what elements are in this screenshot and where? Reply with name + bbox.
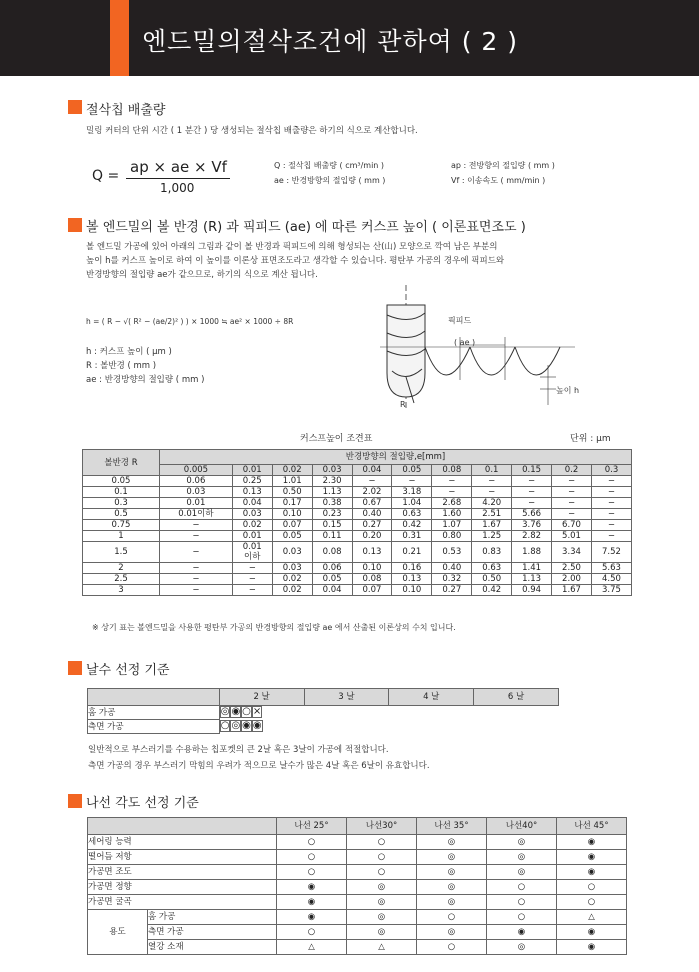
value-cell: −: [591, 487, 631, 498]
table-row: [88, 895, 627, 910]
section-bullet: [68, 218, 82, 232]
mark-cell: ○: [487, 880, 557, 895]
fig-ae-label: ( ae ): [454, 338, 476, 347]
row-label-cell: 1: [83, 531, 160, 542]
fig-pickfeed-label: 픽피드: [448, 316, 472, 325]
table-row: [88, 910, 627, 925]
value-cell: 0.10: [392, 585, 432, 596]
column-header: 4 날: [389, 689, 474, 706]
mark-cell: ◎: [347, 895, 417, 910]
value-cell: 0.03: [272, 542, 312, 563]
mark-cell: ◎: [347, 910, 417, 925]
value-cell: −: [160, 585, 233, 596]
value-cell: 0.83: [472, 542, 512, 563]
value-cell: 3.34: [552, 542, 592, 563]
value-cell: 1.07: [432, 520, 472, 531]
value-cell: 0.06: [160, 476, 233, 487]
legend-ae: ae : 반경방향의 절입량 ( mm ): [274, 176, 386, 185]
value-cell: 0.32: [432, 574, 472, 585]
column-header: 0.3: [591, 465, 631, 476]
row-label-cell: 가공면 조도: [88, 865, 277, 880]
table-row: [88, 925, 627, 940]
value-cell: 1.41: [512, 563, 552, 574]
value-cell: −: [552, 487, 592, 498]
value-cell: −: [591, 531, 631, 542]
column-header: 0.005: [160, 465, 233, 476]
table-row: [88, 865, 627, 880]
mark-cell: △: [557, 910, 627, 925]
mark-cell: ○: [557, 895, 627, 910]
value-cell: −: [432, 487, 472, 498]
mark-cell: ○: [347, 865, 417, 880]
value-cell: −: [160, 563, 233, 574]
section-bullet: [68, 794, 82, 808]
mark-cell: ○: [220, 719, 230, 731]
value-cell: −: [232, 563, 272, 574]
table-row: [83, 509, 632, 520]
value-cell: 2.00: [552, 574, 592, 585]
value-cell: −: [591, 520, 631, 531]
value-cell: 0.03: [232, 509, 272, 520]
mark-cell: △: [347, 940, 417, 955]
header-accent-bar: [110, 0, 129, 76]
mark-cell: ◎: [417, 835, 487, 850]
value-cell: 0.03: [272, 563, 312, 574]
value-cell: 1.13: [312, 487, 352, 498]
value-cell: 2.50: [552, 563, 592, 574]
row-label-cell: 가공면 정향: [88, 880, 277, 895]
value-cell: −: [352, 476, 392, 487]
row-label-cell: 홈 가공: [88, 706, 220, 720]
table-row: [83, 542, 632, 563]
legend-vf: Vf : 이송속도 ( mm/min ): [451, 176, 546, 185]
mark-cell: ◉: [277, 880, 347, 895]
mark-cell: ◎: [417, 850, 487, 865]
cusp-height-table: [82, 449, 632, 596]
column-header: 나선 45°: [557, 818, 627, 835]
blank-corner-cell: [88, 689, 220, 706]
value-cell: 6.70: [552, 520, 592, 531]
value-cell: 0.23: [312, 509, 352, 520]
value-cell: 0.13: [232, 487, 272, 498]
value-cell: 0.01 이하: [232, 542, 272, 563]
table-row: [88, 706, 559, 720]
cusp-table-unit: 단위 : μm: [570, 434, 611, 444]
mark-cell: ◉: [557, 925, 627, 940]
value-cell: 0.25: [232, 476, 272, 487]
value-cell: −: [552, 476, 592, 487]
section-title-flute-count: 날수 선정 기준: [86, 663, 170, 678]
value-cell: 0.16: [392, 563, 432, 574]
column-header: 0.08: [432, 465, 472, 476]
column-header: 0.03: [312, 465, 352, 476]
value-cell: 5.01: [552, 531, 592, 542]
value-cell: 0.40: [352, 509, 392, 520]
mark-cell: ◎: [231, 719, 241, 731]
mark-cell: ○: [277, 925, 347, 940]
cusp-legend-ae: ae : 반경방향의 절입량 ( mm ): [86, 375, 205, 385]
value-cell: −: [160, 531, 233, 542]
value-cell: 7.52: [591, 542, 631, 563]
value-cell: 0.02: [272, 585, 312, 596]
row-header-cell: 볼반경 R: [83, 450, 160, 476]
column-header: 0.1: [472, 465, 512, 476]
value-cell: −: [512, 476, 552, 487]
column-header: 나선30°: [347, 818, 417, 835]
row-label-cell: 2: [83, 563, 160, 574]
row-label-cell: 가공면 굴곡: [88, 895, 277, 910]
formula-fraction-line: [126, 178, 230, 179]
formula-q-symbol: Q =: [92, 168, 120, 184]
row-label-cell: 0.5: [83, 509, 160, 520]
value-cell: 0.08: [352, 574, 392, 585]
mark-cell: ◎: [487, 850, 557, 865]
mark-cell: ◎: [487, 940, 557, 955]
cusp-table-note: ※ 상기 표는 볼엔드밀을 사용한 평탄부 가공의 반경방향의 절입량 ae 에서 산출된 이론상의 수치 입니다.: [92, 623, 456, 632]
mark-cell: ○: [487, 910, 557, 925]
value-cell: −: [512, 498, 552, 509]
value-cell: 0.01이하: [160, 509, 233, 520]
value-cell: −: [552, 498, 592, 509]
mark-cell: ○: [277, 865, 347, 880]
fig-radius-label: R: [400, 400, 406, 409]
cusp-legend-h: h : 커스프 높이 ( μm ): [86, 347, 172, 357]
value-cell: −: [472, 476, 512, 487]
value-cell: 0.27: [352, 520, 392, 531]
table-row: [83, 531, 632, 542]
value-cell: 0.94: [512, 585, 552, 596]
mark-cell: ◎: [417, 880, 487, 895]
value-cell: −: [591, 498, 631, 509]
mark-cell: ◎: [417, 925, 487, 940]
mark-cell: ◉: [487, 925, 557, 940]
cusp-legend-r: R : 볼반경 ( mm ): [86, 361, 157, 371]
value-cell: 1.88: [512, 542, 552, 563]
value-cell: 0.02: [272, 574, 312, 585]
row-label-cell: 열강 소재: [148, 940, 277, 955]
mark-cell: ×: [252, 706, 262, 717]
mark-cell: ◎: [347, 880, 417, 895]
column-header: 0.15: [512, 465, 552, 476]
value-cell: 0.20: [352, 531, 392, 542]
mark-cell: ◎: [487, 865, 557, 880]
value-cell: 2.51: [472, 509, 512, 520]
value-cell: 1.25: [472, 531, 512, 542]
mark-cell: ○: [417, 910, 487, 925]
helix-angle-table: [87, 817, 627, 955]
column-header: 0.04: [352, 465, 392, 476]
value-cell: −: [591, 509, 631, 520]
legend-ap: ap : 전방향의 절입량 ( mm ): [451, 161, 555, 170]
value-cell: 0.31: [392, 531, 432, 542]
value-cell: 0.01: [232, 531, 272, 542]
value-cell: 3.75: [591, 585, 631, 596]
mark-cell: ◉: [557, 940, 627, 955]
cusp-formula: h = ( R − √( R² − (ae/2)² ) ) × 1000 ≒ ae² × 1000 ÷ 8R: [86, 317, 294, 326]
value-cell: 0.63: [472, 563, 512, 574]
value-cell: 0.38: [312, 498, 352, 509]
section-bullet: [68, 100, 82, 114]
value-cell: 1.67: [472, 520, 512, 531]
value-cell: 2.82: [512, 531, 552, 542]
row-label-cell: 떨어듬 저항: [88, 850, 277, 865]
legend-q: Q : 절삭칩 배출량 ( cm³/min ): [274, 161, 385, 170]
cusp-description-line-3: 반경방향의 절입량 ae가 같으므로, 하기의 식으로 계산 됩니다.: [86, 270, 318, 280]
value-cell: −: [160, 574, 233, 585]
value-cell: −: [552, 509, 592, 520]
cusp-description-line-1: 볼 엔드밀 가공에 있어 아래의 그림과 같이 볼 반경과 픽피드에 의해 형성되는 산(山) 모양으로 깍여 남은 부분의: [86, 242, 498, 252]
mark-cell: ◉: [557, 835, 627, 850]
value-cell: 0.50: [272, 487, 312, 498]
mark-cell: ○: [277, 835, 347, 850]
row-label-cell: 0.1: [83, 487, 160, 498]
fig-height-label: 높이 h: [556, 386, 580, 395]
value-cell: 0.15: [312, 520, 352, 531]
value-cell: −: [432, 476, 472, 487]
blank-corner-cell: [88, 818, 277, 835]
row-label-cell: 세어링 능력: [88, 835, 277, 850]
value-cell: 5.66: [512, 509, 552, 520]
mark-cell: ◎: [347, 925, 417, 940]
value-cell: −: [392, 476, 432, 487]
mark-cell: ○: [487, 895, 557, 910]
value-cell: 0.02: [232, 520, 272, 531]
value-cell: 0.01: [160, 498, 233, 509]
value-cell: 4.50: [591, 574, 631, 585]
value-cell: 0.05: [312, 574, 352, 585]
column-header: 0.2: [552, 465, 592, 476]
value-cell: 0.07: [352, 585, 392, 596]
value-cell: 1.01: [272, 476, 312, 487]
formula-denominator: 1,000: [160, 181, 195, 195]
value-cell: 3.76: [512, 520, 552, 531]
mark-cell: ◉: [242, 719, 251, 731]
table-row: [83, 585, 632, 596]
mark-cell: ◎: [487, 835, 557, 850]
table-row: [88, 720, 559, 734]
value-cell: 3.18: [392, 487, 432, 498]
value-cell: 0.07: [272, 520, 312, 531]
section-title-helix-angle: 나선 각도 선정 기준: [86, 796, 199, 811]
value-cell: −: [472, 487, 512, 498]
value-cell: −: [160, 520, 233, 531]
column-header: 6 날: [474, 689, 559, 706]
value-cell: 0.42: [392, 520, 432, 531]
value-cell: 0.17: [272, 498, 312, 509]
value-cell: 1.13: [512, 574, 552, 585]
formula-numerator: ap × ae × Vf: [130, 158, 227, 176]
column-header: 0.05: [392, 465, 432, 476]
chip-volume-description: 밀링 커터의 단위 시간 ( 1 분간 ) 당 생성되는 절삭칩 배출량은 하기의 식으로 계산합니다.: [86, 126, 418, 136]
table-row: [88, 880, 627, 895]
value-cell: 0.13: [352, 542, 392, 563]
mark-cell: ○: [557, 880, 627, 895]
column-header: 3 날: [304, 689, 389, 706]
value-cell: 0.63: [392, 509, 432, 520]
value-cell: 2.30: [312, 476, 352, 487]
column-header: 나선 25°: [277, 818, 347, 835]
mark-cell: △: [277, 940, 347, 955]
value-cell: 0.50: [472, 574, 512, 585]
page-header: [0, 0, 699, 76]
value-cell: 0.11: [312, 531, 352, 542]
row-label-cell: 0.3: [83, 498, 160, 509]
mark-cell: ◉: [277, 910, 347, 925]
column-header: 나선 35°: [417, 818, 487, 835]
value-cell: 0.04: [232, 498, 272, 509]
section-bullet: [68, 661, 82, 675]
value-cell: 1.04: [392, 498, 432, 509]
cusp-table-title: 커스프높이 조견표: [300, 434, 373, 444]
value-cell: 0.27: [432, 585, 472, 596]
value-cell: 0.40: [432, 563, 472, 574]
row-label-cell: 3: [83, 585, 160, 596]
value-cell: 0.08: [312, 542, 352, 563]
mark-cell: ○: [347, 835, 417, 850]
mark-cell: ◎: [417, 865, 487, 880]
row-label-cell: 0.05: [83, 476, 160, 487]
mark-cell: ◉: [231, 706, 241, 717]
row-label-cell: 0.75: [83, 520, 160, 531]
column-header: 나선40°: [487, 818, 557, 835]
column-header: 0.01: [232, 465, 272, 476]
value-cell: 0.10: [352, 563, 392, 574]
mark-cell: ◎: [220, 706, 230, 717]
table-row: [83, 487, 632, 498]
table-row: [83, 520, 632, 531]
cusp-description-line-2: 높이 h를 커스프 높이로 하여 이 높이를 이론상 표면조도라고 생각할 수 있습니다. 평탄부 가공의 경우에 픽피드와: [86, 256, 505, 266]
value-cell: 5.63: [591, 563, 631, 574]
value-cell: 0.53: [432, 542, 472, 563]
table-row: [83, 476, 632, 487]
table-row: [88, 835, 627, 850]
table-row: [88, 940, 627, 955]
value-cell: 0.03: [160, 487, 233, 498]
mark-cell: ○: [242, 706, 251, 717]
value-cell: −: [232, 585, 272, 596]
mark-cell: ◉: [557, 850, 627, 865]
row-label-cell: 2.5: [83, 574, 160, 585]
table-row: [83, 563, 632, 574]
value-cell: 1.67: [552, 585, 592, 596]
value-cell: 0.10: [272, 509, 312, 520]
value-cell: −: [591, 476, 631, 487]
column-header: 2 날: [219, 689, 304, 706]
mark-cell: ○: [417, 940, 487, 955]
flute-description-line-1: 일반적으로 부스러기를 수용하는 칩포켓의 큰 2날 혹은 3날이 가공에 적절합니다.: [88, 745, 389, 755]
value-cell: 0.06: [312, 563, 352, 574]
mark-cell: ◉: [277, 895, 347, 910]
mark-cell: ◉: [252, 719, 262, 731]
value-cell: 2.68: [432, 498, 472, 509]
table-row: [83, 498, 632, 509]
value-cell: 0.13: [392, 574, 432, 585]
usage-group-label: 용도: [88, 910, 148, 955]
section-title-chip-volume: 절삭칩 배출량: [86, 103, 166, 118]
value-cell: −: [232, 574, 272, 585]
row-label-cell: 측면 가공: [88, 720, 220, 734]
mark-cell: ○: [347, 850, 417, 865]
value-cell: −: [160, 542, 233, 563]
value-cell: 0.80: [432, 531, 472, 542]
table-row: [88, 850, 627, 865]
page-title: 엔드밀의절삭조건에 관하여 ( 2 ): [142, 27, 519, 56]
row-label-cell: 1.5: [83, 542, 160, 563]
mark-cell: ○: [277, 850, 347, 865]
value-cell: −: [512, 487, 552, 498]
mark-cell: ◎: [417, 895, 487, 910]
value-cell: 0.21: [392, 542, 432, 563]
value-cell: 2.02: [352, 487, 392, 498]
section-title-cusp-height: 볼 엔드밀의 볼 반경 (R) 과 픽피드 (ae) 에 따른 커스프 높이 ( 이론표면조도 ): [86, 220, 526, 235]
column-group-header: 반경방향의 절입량,e[mm]: [160, 450, 632, 465]
row-label-cell: 측면 가공: [148, 925, 277, 940]
table-row: [83, 574, 632, 585]
value-cell: 0.42: [472, 585, 512, 596]
value-cell: 0.67: [352, 498, 392, 509]
column-header: 0.02: [272, 465, 312, 476]
row-label-cell: 홈 가공: [148, 910, 277, 925]
mark-cell: ◉: [557, 865, 627, 880]
value-cell: 4.20: [472, 498, 512, 509]
flute-description-line-2: 측면 가공의 경우 부스러기 막힘의 우려가 적으므로 날수가 많은 4날 혹은 6날이 유효합니다.: [88, 761, 430, 771]
value-cell: 0.05: [272, 531, 312, 542]
value-cell: 1.60: [432, 509, 472, 520]
value-cell: 0.04: [312, 585, 352, 596]
flute-selection-table: [87, 688, 559, 734]
